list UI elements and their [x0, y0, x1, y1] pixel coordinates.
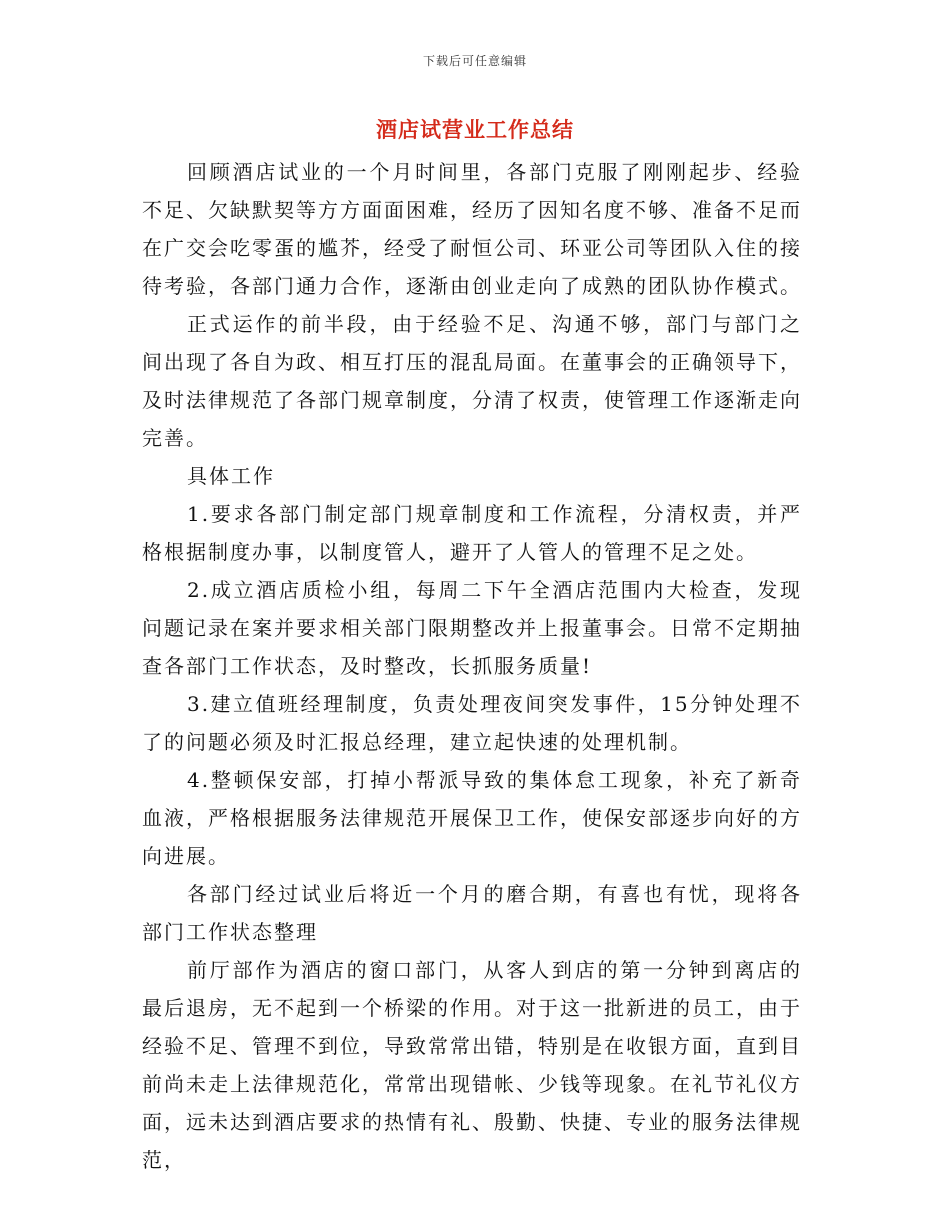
document-body — [142, 153, 802, 1179]
document-title: 酒店试营业工作总结 — [376, 117, 574, 142]
list-item-4: 4.整顿保安部，打掉小帮派导致的集体怠工现象，补充了新奇血液，严格根据服务法律规范开展保卫工作，使保安部逐步向好的方向进展。 — [142, 768, 802, 868]
paragraph-department-status: 各部门经过试业后将近一个月的磨合期，有喜也有忧，现将各部门工作状态整理 — [142, 882, 802, 944]
header-note: 下载后可任意编辑 — [422, 54, 527, 68]
list-item-2: 2.成立酒店质检小组，每周二下午全酒店范围内大检查，发现问题记录在案并要求相关部门限期整改并上报董事会。日常不定期抽查各部门工作状态，及时整改，长抓服务质量! — [142, 578, 802, 678]
list-item-1: 1.要求各部门制定部门规章制度和工作流程，分清权责，并严格根据制度办事，以制度管人，避开了人管人的管理不足之处。 — [142, 502, 802, 564]
paragraph-first-half: 正式运作的前半段，由于经验不足、沟通不够，部门与部门之间出现了各自为政、相互打压的混乱局面。在董事会的正确领导下，及时法律规范了各部门规章制度，分清了权责，使管理工作逐渐走向完善。 — [142, 312, 802, 450]
paragraph-review: 回顾酒店试业的一个月时间里，各部门克服了刚刚起步、经验不足、欠缺默契等方方面面困难，经历了因知名度不够、准备不足而在广交会吃零蛋的尴芥，经受了耐恒公司、环亚公司等团队入住的接待考验，各部门通力合作，逐渐由创业走向了成熟的团队协作模式。 — [142, 160, 802, 298]
list-item-3: 3.建立值班经理制度，负责处理夜间突发事件，15分钟处理不了的问题必须及时汇报总经理，建立起快速的处理机制。 — [142, 692, 802, 754]
paragraph-front-office: 前厅部作为酒店的窗口部门，从客人到店的第一分钟到离店的最后退房，无不起到一个桥梁的作用。对于这一批新进的员工，由于经验不足、管理不到位，导致常常出错，特别是在收银方面，直到目前尚未走上法律规范化，常常出现错帐、少钱等现象。在礼节礼仪方面，远未达到酒店要求的热情有礼、殷勤、快捷、专业的服务法律规范， — [142, 958, 802, 1172]
section-heading-specific-work: 具体工作 — [187, 464, 275, 488]
